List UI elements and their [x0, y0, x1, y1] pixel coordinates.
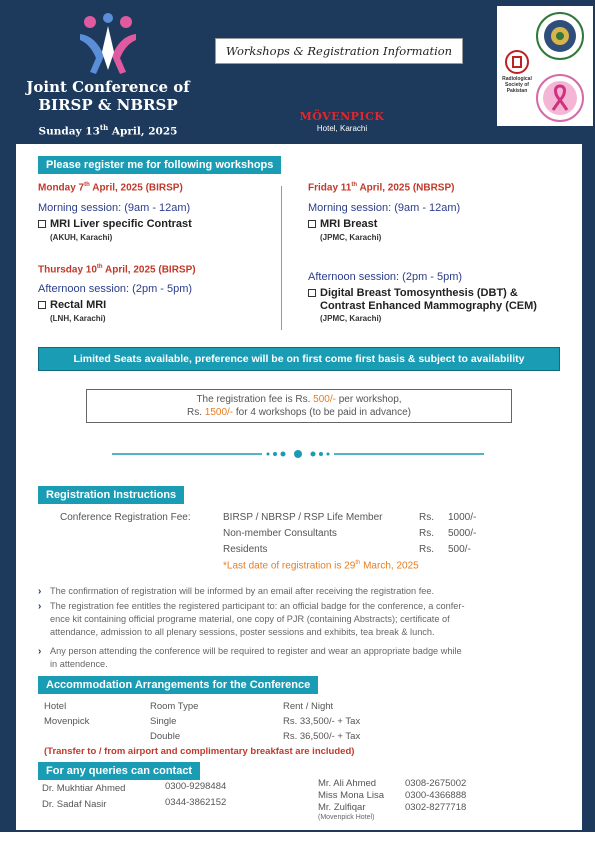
workshop-fee-box — [86, 389, 512, 423]
bottom-strip — [0, 832, 595, 844]
accommodation-hotel-name: Movenpick — [44, 716, 90, 727]
limited-seats-banner: Limited Seats available, preference will be on first come first basis & subject to availability — [38, 347, 560, 371]
workshop-session-friday-afternoon: Afternoon session: (2pm - 5pm) — [308, 271, 463, 283]
accommodation-note: (Transfer to / from airport and complimentary breakfast are included) — [44, 746, 355, 757]
conference-logo-icon — [76, 12, 140, 76]
contact-name: Miss Mona Lisa — [318, 790, 384, 801]
checkbox[interactable] — [308, 220, 316, 228]
contact-phone[interactable]: 0344-3862152 — [165, 797, 227, 808]
workshop-location-thursday: (LNH, Karachi) — [50, 314, 106, 323]
conference-fee-label: Conference Registration Fee: — [60, 512, 191, 523]
instruction-bullet-1: › The confirmation of registration will be informed by an email after receiving the registration fee. — [38, 586, 435, 597]
accommodation-col-rent: Rent / Night — [283, 701, 334, 712]
contact-name: Mr. Zulfiqar — [318, 802, 366, 813]
rsp-emblem-icon — [505, 50, 529, 74]
workshop-option-dbt-cem[interactable]: Digital Breast Tomosynthesis (DBT) & — [308, 287, 518, 299]
decorative-divider — [112, 446, 484, 456]
checkbox[interactable] — [38, 220, 46, 228]
instruction-bullet-3: › Any person attending the conference will be required to register and wear an appropriate badge while in attendence. — [38, 646, 462, 669]
rsp-logo-text-2: Society of — [505, 82, 529, 88]
workshop-day-friday: Friday 11th April, 2025 (NBRSP) — [308, 182, 455, 194]
hotel-location: Hotel, Karachi — [316, 124, 368, 133]
room-rent-single: Rs. 33,500/- + Tax — [283, 716, 361, 727]
conference-title-line2: BIRSP & NBRSP — [38, 96, 178, 114]
contact-name: Dr. Mukhtiar Ahmed — [42, 783, 126, 794]
document-title: Workshops & Registration Information — [225, 44, 453, 58]
fee-amount-1: 1000/- — [448, 512, 477, 523]
fee-amount-3: 500/- — [448, 544, 471, 555]
workshop-option-rectal-mri[interactable]: Rectal MRI — [38, 299, 106, 311]
pink-ribbon-seal-icon — [536, 74, 584, 122]
accommodation-col-hotel: Hotel — [44, 701, 67, 712]
fee-currency-2: Rs. — [419, 528, 434, 539]
chevron-right-icon: › — [38, 586, 42, 597]
hotel-logo — [298, 110, 386, 133]
checkbox[interactable] — [38, 301, 46, 309]
chevron-right-icon: › — [38, 601, 42, 612]
dotted-divider-icon — [112, 449, 484, 459]
workshop-day-monday: Monday 7th April, 2025 (BIRSP) — [38, 182, 183, 194]
column-divider — [281, 186, 282, 330]
nbrsp-seal — [536, 74, 584, 122]
checkbox[interactable] — [308, 289, 316, 297]
contact-phone[interactable]: 0308-2675002 — [405, 778, 467, 789]
fee-amount-2: 5000/- — [448, 528, 477, 539]
contact-phone[interactable]: 0302-8277718 — [405, 802, 467, 813]
accommodation-col-room: Room Type — [150, 701, 199, 712]
workshop-option-dbt-cem-line2: Contrast Enhanced Mammography (CEM) — [320, 300, 537, 312]
fee-category-1: BIRSP / NBRSP / RSP Life Member — [223, 512, 383, 523]
contact-phone[interactable]: 0300-9298484 — [165, 781, 227, 792]
workshop-session-friday-morning: Morning session: (9am - 12am) — [308, 202, 461, 214]
rsp-logo — [500, 50, 534, 122]
conference-title-line1: Joint Conference of — [26, 78, 190, 96]
room-type-single: Single — [150, 716, 177, 727]
last-date-note: *Last date of registration is 29th March, 2025 — [223, 560, 419, 572]
workshops-heading: Please register me for following workshops — [38, 156, 281, 174]
conference-date: Sunday 13th April, 2025 — [38, 123, 178, 138]
chevron-right-icon: › — [38, 646, 42, 657]
workshop-day-thursday: Thursday 10th April, 2025 (BIRSP) — [38, 264, 196, 276]
rsp-logo-text-3: Pakistan — [506, 88, 528, 94]
fee-line-2: Rs. 1500/- for 4 workshops (to be paid in advance) — [186, 407, 412, 418]
workshop-location-friday-afternoon: (JPMC, Karachi) — [320, 314, 382, 323]
contact-heading: For any queries can contact — [38, 762, 200, 780]
workshop-session-thursday: Afternoon session: (2pm - 5pm) — [38, 283, 193, 295]
conference-logo — [76, 12, 140, 76]
contact-note: (Movenpick Hotel) — [318, 814, 375, 821]
rsp-logo-text-1: Radiological — [502, 76, 532, 82]
birsp-seal-icon — [536, 12, 584, 60]
document-title-box — [215, 38, 463, 64]
contact-name: Dr. Sadaf Nasir — [42, 799, 107, 810]
contact-phone[interactable]: 0300-4366888 — [405, 790, 467, 801]
birsp-seal — [536, 12, 584, 60]
fee-category-2: Non-member Consultants — [223, 528, 337, 539]
accommodation-heading: Accommodation Arrangements for the Conference — [38, 676, 318, 694]
fee-currency-1: Rs. — [419, 512, 434, 523]
contact-name: Mr. Ali Ahmed — [318, 778, 377, 789]
workshop-location-monday: (AKUH, Karachi) — [50, 233, 113, 242]
registration-heading: Registration Instructions — [38, 486, 184, 504]
workshop-session-monday: Morning session: (9am - 12am) — [38, 202, 191, 214]
fee-line-1: The registration fee is Rs. 500/- per workshop, — [196, 394, 402, 405]
instruction-bullet-2: › The registration fee entitles the registered participant to: an official badge for the conference, a confer- ence kit containing official programe material, one copy of PJR (containing Abstracts); certificate of attendance, admission to all plenary sessions, poster sessions and exhibits, tea break & lunch. — [38, 601, 465, 637]
workshop-option-mri-liver[interactable]: MRI Liver specific Contrast — [38, 218, 192, 230]
fee-category-3: Residents — [223, 544, 268, 555]
fee-currency-3: Rs. — [419, 544, 434, 555]
workshop-location-friday-morning: (JPMC, Karachi) — [320, 233, 382, 242]
hotel-brand: MÖVENPICK — [299, 110, 385, 123]
workshop-option-mri-breast[interactable]: MRI Breast — [308, 218, 377, 230]
room-type-double: Double — [150, 731, 181, 742]
room-rent-double: Rs. 36,500/- + Tax — [283, 731, 361, 742]
